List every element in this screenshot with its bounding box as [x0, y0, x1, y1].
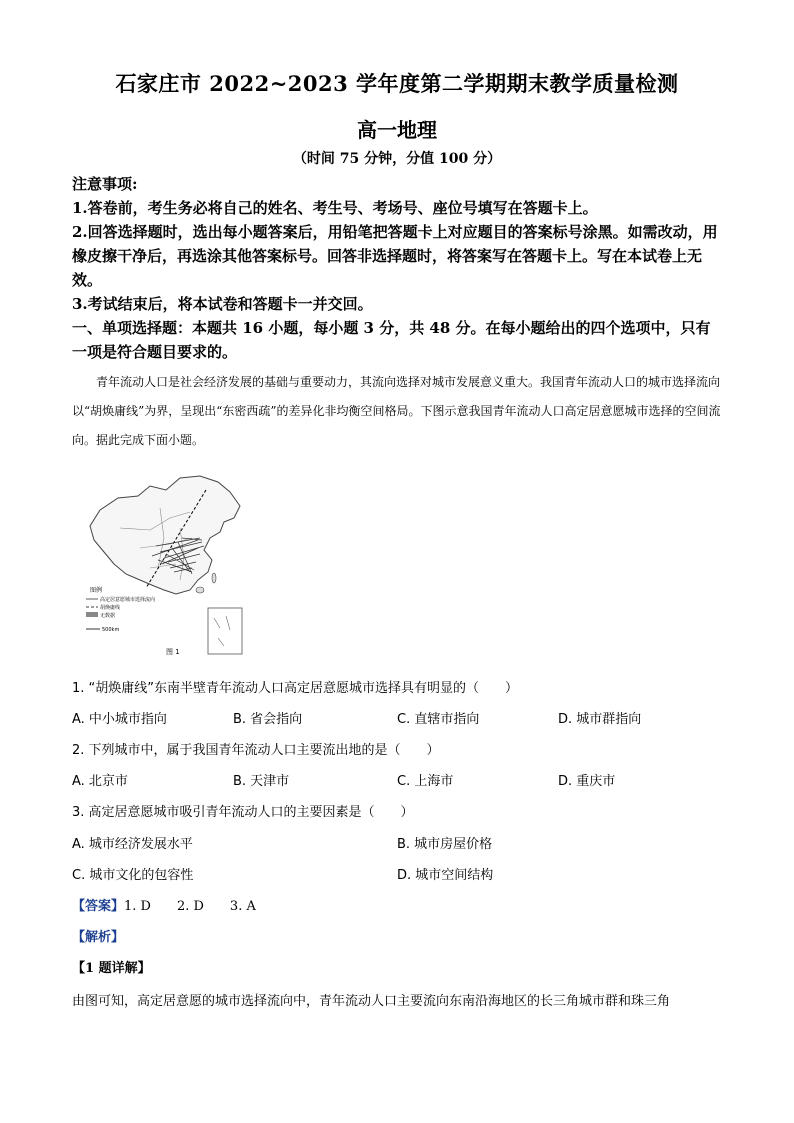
question-1-option-d[interactable]: D. 城市群指向 — [558, 712, 642, 727]
notes-block — [72, 172, 722, 364]
map-scale: 500km — [102, 627, 120, 633]
analysis-line — [72, 926, 124, 945]
question-3-option-b[interactable]: B. 城市房屋价格 — [397, 837, 493, 852]
answer-label: 【答案】 — [72, 899, 125, 914]
detail-heading: 【1 题详解】 — [72, 961, 151, 976]
figure-caption: 图 1 — [166, 648, 180, 656]
note-item-1: 1.答卷前，考生务必将自己的姓名、考生号、考场号、座位号填写在答题卡上。 — [72, 199, 598, 217]
question-1-option-b[interactable]: B. 省会指向 — [233, 712, 303, 727]
passage-text: 青年流动人口是社会经济发展的基础与重要动力，其流向选择对城市发展意义重大。我国青年流动人口的城市选择流向以“胡焕庸线”为界，呈现出“东密西疏”的差异化非均衡空间格局。下图示意我国青年流动人口高定居意愿城市选择的空间流向。据此完成下面小题。 — [72, 375, 721, 447]
question-1-option-a[interactable]: A. 中小城市指向 — [72, 712, 167, 727]
question-2-option-a[interactable]: A. 北京市 — [72, 774, 128, 789]
note-item-3: 3.考试结束后，将本试卷和答题卡一并交回。 — [72, 295, 373, 313]
question-2-option-c[interactable]: C. 上海市 — [397, 774, 454, 789]
answer-values: 1. D 2. D 3. A — [124, 899, 256, 914]
question-1-option-c[interactable]: C. 直辖市指向 — [397, 712, 480, 727]
legend-title: 图例 — [90, 587, 103, 594]
map-svg — [80, 468, 260, 658]
question-3-option-d[interactable]: D. 城市空间结构 — [397, 868, 494, 883]
south-sea-inset — [208, 608, 242, 654]
question-2-option-b[interactable]: B. 天津市 — [233, 774, 290, 789]
legend-item-no-data: 无数据 — [100, 613, 116, 619]
answer-line — [72, 895, 256, 914]
section-heading: 一、单项选择题：本题共 16 小题，每小题 3 分，共 48 分。在每小题给出的四个选项中，只有一项是符合题目要求的。 — [72, 319, 711, 361]
reading-passage — [72, 368, 722, 455]
note-item-2: 2.回答选择题时，选出每小题答案后，用铅笔把答题卡上对应题目的答案标号涂黑。如需改动，用橡皮擦干净后，再选涂其他答案标号。回答非选择题时，将答案写在答题卡上。写在本试卷上无效。 — [72, 223, 718, 289]
question-2-stem: 2. 下列城市中，属于我国青年流动人口主要流出地的是（ ） — [72, 743, 440, 758]
question-3-stem: 3. 高定居意愿城市吸引青年流动人口的主要因素是（ ） — [72, 805, 414, 820]
detail-text: 由图可知，高定居意愿的城市选择流向中，青年流动人口主要流向东南沿海地区的长三角城市群和珠三角 — [72, 994, 671, 1009]
notes-heading: 注意事项: — [72, 175, 138, 193]
question-2-option-d[interactable]: D. 重庆市 — [558, 774, 616, 789]
question-3-option-c[interactable]: C. 城市文化的包容性 — [72, 868, 194, 883]
china-map-figure — [80, 468, 260, 658]
exam-title: 石家庄市 2022~2023 学年度第二学期期末教学质量检测 — [115, 71, 679, 96]
china-outline — [90, 476, 240, 594]
exam-subject: 高一地理 — [357, 118, 437, 142]
legend-item-flow: 高定居意愿城市选择流向 — [100, 597, 156, 603]
analysis-label: 【解析】 — [72, 930, 125, 945]
exam-time-info: （时间 75 分钟，分值 100 分） — [292, 151, 502, 167]
legend-item-hu-line: 胡焕庸线 — [100, 605, 121, 611]
question-1-stem: 1. “胡焕庸线”东南半壁青年流动人口高定居意愿城市选择具有明显的（ ） — [72, 681, 519, 696]
question-3-option-a[interactable]: A. 城市经济发展水平 — [72, 837, 193, 852]
